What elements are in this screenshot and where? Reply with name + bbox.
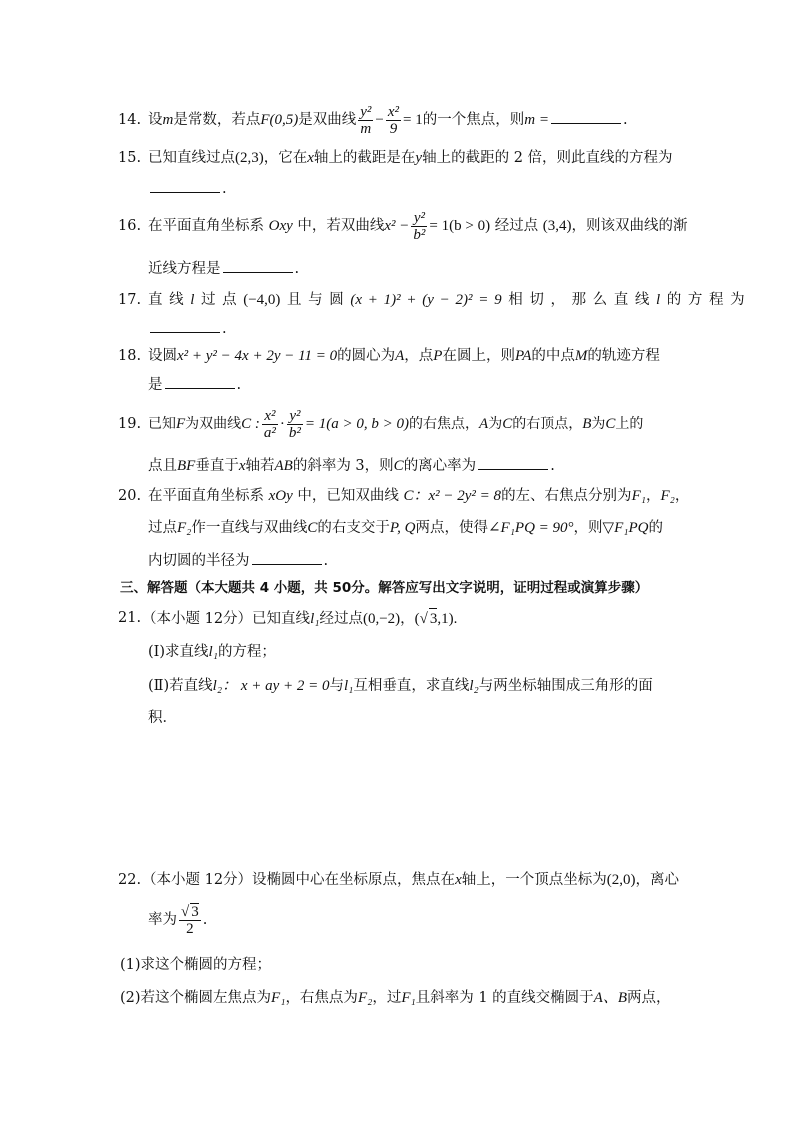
q21-number: 21. xyxy=(118,610,142,626)
q18-number: 18. xyxy=(118,348,142,364)
section-3-heading: 三、解答题（本大题共 4 小题，共 50分。解答应写出文字说明，证明过程或演算步骤） xyxy=(120,580,649,596)
q16-answer-blank xyxy=(223,258,293,273)
q17-answer-line: . xyxy=(148,318,227,339)
q21-part-ii: (Ⅱ)若直线l₂： x + ay + 2 = 0与l₁互相垂直，求直线l₂与两坐标轴围成三角形的面 xyxy=(148,678,653,694)
q20-text-line2: 过点F₂作一直线与双曲线C的右支交于P, Q两点，使得∠F₁PQ = 90°，则▽F₁PQ的 xyxy=(148,520,663,536)
q20-text: 在平面直角坐标系 xOy 中，已知双曲线 C：x² − 2y² = 8的左、右焦点分别为F₁，F₂， xyxy=(148,488,690,504)
q15-answer-line: . xyxy=(148,178,227,199)
q20-number: 20. xyxy=(118,488,142,504)
q18-text: 设圆x² + y² − 4x + 2y − 11 = 0的圆心为A，点P在圆上，则PA的中点M的轨迹方程 xyxy=(148,348,660,364)
q22-part-1: (1)求这个椭圆的方程； xyxy=(120,957,272,973)
q17-number: 17. xyxy=(118,292,142,308)
q14-text: 设m是常数，若点F(0,5)是双曲线 $\frac{\text{y²}}{m}$ − $\frac{\text{x²}}{9}$ = 1的一个焦点，则m = . xyxy=(148,103,628,137)
q19-text-line2: 点且BF垂直于x轴若AB的斜率为 3，则C的离心率为 . xyxy=(148,455,555,476)
q18-text-line2: 是 . xyxy=(148,374,241,395)
q22-part-2: (2)若这个椭圆左焦点为F₁，右焦点为F₂，过F₁且斜率为 1 的直线交椭圆于A、B两点， xyxy=(120,990,671,1006)
q18-answer-blank xyxy=(165,374,235,389)
q16-text: 在平面直角坐标系 Oxy 中，若双曲线x² − $\frac{\text{y²}}{\text{b²}}$ = 1(b > 0) 经过点 (3,4)，则该双曲线的渐 xyxy=(148,209,688,243)
q22-number: 22. xyxy=(118,872,142,888)
q20-answer-blank xyxy=(252,550,322,565)
q22-text-line2: 率为 $\frac{√ 3}{2}$ . xyxy=(148,904,208,937)
q19-answer-blank xyxy=(478,455,548,470)
q19-number: 19. xyxy=(118,416,142,432)
q21-part-ii-line2: 积． xyxy=(148,710,177,726)
q15-number: 15. xyxy=(118,150,142,166)
q15-answer-blank xyxy=(150,178,220,193)
q19-text: 已知F为双曲线C : $\frac{\text{x²}}{\text{a²}}$ · $\frac{\text{y²}}{\text{b²}}$ = 1(a > 0, b > 0)的右焦点，A为C的右顶点，B为C上的 xyxy=(148,407,644,441)
q16-text-line2: 近线方程是 . xyxy=(148,258,299,279)
q20-text-line3: 内切圆的半径为 . xyxy=(148,550,328,571)
q17-answer-blank xyxy=(150,318,220,333)
q15-text: 已知直线过点(2,3)，它在x轴上的截距是在y轴上的截距的 2 倍，则此直线的方程为 xyxy=(148,150,673,166)
q22-text: （本小题 12分）设椭圆中心在坐标原点，焦点在x轴上，一个顶点坐标为(2,0)，离心 xyxy=(142,872,679,888)
q14-answer-blank xyxy=(551,109,621,124)
q21-part-i: (Ⅰ)求直线l₁的方程； xyxy=(148,644,276,660)
q14-number: 14. xyxy=(118,112,142,128)
q21-text: （本小题 12分）已知直线l₁经过点(0,−2)，(√ 3,1). xyxy=(142,608,457,629)
q16-number: 16. xyxy=(118,218,142,234)
q17-text: 直 线 l 过 点 (−4,0) 且 与 圆 (x + 1)² + (y − 2)² = 9 相 切 ， 那 么 直 线 l 的 方 程 为 xyxy=(148,292,745,308)
